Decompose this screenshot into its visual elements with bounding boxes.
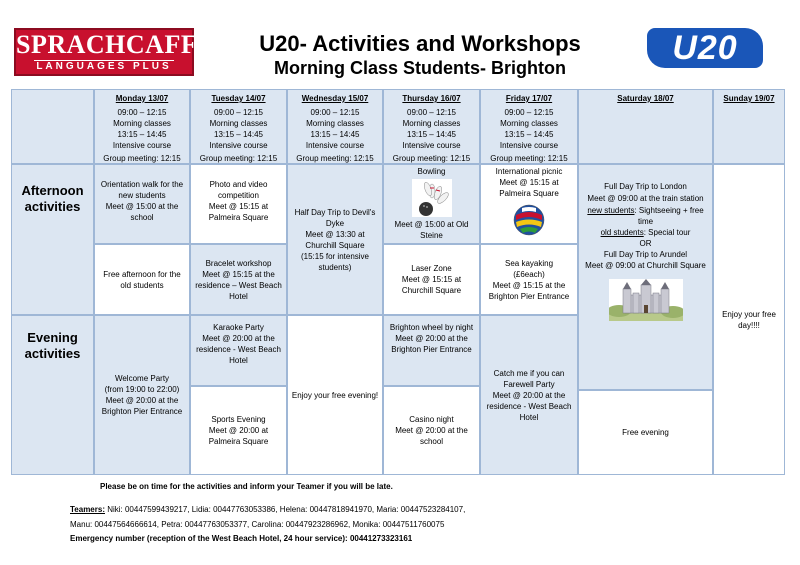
punctuality-note: Please be on time for the activities and inform your Teamer if you will be late.	[100, 482, 393, 491]
activity-meeting: Meet @ 15:15 at the Brighton Pier Entrance	[488, 280, 570, 301]
cell-wed-afternoon	[287, 164, 383, 315]
day-class-2: Intensive course	[209, 141, 268, 150]
cell-thu-evening-1	[383, 315, 480, 386]
day-class-2: Intensive course	[112, 141, 172, 150]
day-name: Saturday 18/07	[617, 94, 674, 103]
globe-flags-image	[511, 203, 547, 237]
activity-meeting: Meet @ 15:15 at the residence – West Beach Hotel	[195, 269, 282, 301]
day-name: Friday 17/07	[505, 94, 553, 103]
activity-meeting: Meet @ 20:00 at the school	[395, 426, 468, 446]
activity-meeting: Meet @ 15:00 at Old Steine	[394, 220, 469, 240]
activity-title: Photo and video competition	[209, 180, 268, 200]
bowling-pins-image	[412, 179, 452, 217]
old-students-note: old students: Special tour	[600, 228, 691, 237]
day-time-1: 09:00 – 12:15	[407, 108, 456, 117]
activity-meeting: Meet @ 15:00 at the school	[105, 202, 179, 222]
new-students-note: new students: Sightseeing + free time	[587, 206, 704, 226]
group-meeting: Group meeting: 12:15	[490, 154, 568, 163]
day-class-1: Morning classes	[402, 119, 461, 128]
day-time-1: 09:00 – 12:15	[504, 108, 554, 117]
cell-tue-evening-2	[190, 386, 287, 475]
activity-title: Free evening	[622, 428, 669, 437]
group-meeting: Group meeting: 12:15	[103, 154, 181, 163]
activity-meeting: Meet @ 09:00 at the train station	[587, 194, 704, 203]
activities-table	[11, 89, 785, 475]
activity-title: Brighton wheel by night	[389, 323, 474, 332]
activity-meeting: Meet @ 15:15 at Churchill Square	[401, 275, 462, 295]
activity-title: Welcome Party	[114, 374, 170, 383]
row-label-evening: Evening activities	[11, 315, 94, 475]
teamers-contacts-2: Manu: 00447564666614, Petra: 00447763053377, Carolina: 00447923286962, Monika: 00447511760075	[70, 520, 445, 529]
day-header-monday	[94, 89, 190, 164]
day-time-1: 09:00 – 12:15	[117, 108, 167, 117]
activity-title: Free afternoon for the old students	[103, 269, 181, 290]
teamers-contacts-1: Niki: 00447599439217, Lidia: 00447763053386, Helena: 00447818941970, Maria: 00447523284107,	[104, 505, 466, 514]
day-class-1: Morning classes	[306, 119, 364, 128]
day-name: Monday 13/07	[115, 94, 169, 103]
cell-sat-evening	[578, 390, 713, 475]
castle-image	[609, 279, 683, 321]
activity-price: (£6each)	[513, 269, 545, 279]
emergency-line	[70, 533, 412, 544]
activity-meeting: Meet @ 13:30 at Churchill Square	[305, 229, 365, 250]
or-text: OR	[639, 239, 652, 248]
day-time-1: 09:00 – 12:15	[214, 108, 263, 117]
activity-meeting: Meet @ 20:00 at the residence - West Beach Hotel	[486, 390, 572, 422]
day-class-1: Morning classes	[500, 119, 558, 128]
activity-title: Sea kayaking	[504, 258, 554, 268]
activity-title: Orientation walk for the new students	[100, 180, 184, 200]
activity-meeting-alt: Meet @ 09:00 at Churchill Square	[585, 261, 706, 270]
sprachcaffe-logo-subtext: LANGUAGES PLUS	[34, 60, 174, 73]
cell-fri-afternoon-2	[480, 244, 578, 315]
day-class-2: Intensive course	[402, 141, 461, 150]
cell-tue-afternoon-2	[190, 244, 287, 315]
cell-thu-evening-2	[383, 386, 480, 475]
activity-title: Karaoke Party	[213, 323, 264, 332]
day-time-2: 13:15 – 14:45	[504, 130, 554, 139]
sprachcaffe-logo-text: SPRACHCAFFE	[16, 30, 216, 59]
activity-note: (15:15 for intensive students)	[300, 251, 370, 272]
day-header-tuesday	[190, 89, 287, 164]
day-name: Wednesday 15/07	[301, 94, 369, 103]
day-class-2: Intensive course	[499, 141, 559, 150]
day-header-friday	[480, 89, 578, 164]
emergency-label: Emergency number (reception of the West Beach Hotel, 24 hour service):	[70, 534, 350, 543]
day-time-2: 13:15 – 14:45	[214, 130, 263, 139]
day-time-1: 09:00 – 12:15	[310, 108, 360, 117]
day-class-2: Intensive course	[305, 141, 365, 150]
activity-title: International picnic	[495, 167, 563, 176]
row-label-afternoon: Afternoon activities	[11, 164, 94, 315]
group-meeting: Group meeting: 12:15	[296, 154, 374, 163]
cell-thu-afternoon-1	[383, 164, 480, 244]
cell-fri-evening	[480, 315, 578, 475]
page-title: U20- Activities and Workshops	[259, 31, 581, 56]
cell-tue-evening-1	[190, 315, 287, 386]
teamers-line-1	[70, 504, 465, 515]
cell-tue-afternoon-1	[190, 164, 287, 244]
activity-title: Enjoy your free evening!	[291, 390, 379, 400]
activity-title-alt: Full Day Trip to Arundel	[603, 250, 688, 259]
activity-title: Half Day Trip to Devil's Dyke	[294, 207, 376, 228]
page-subtitle: Morning Class Students- Brighton	[274, 58, 566, 78]
activity-time: (from 19:00 to 22:00)	[104, 385, 180, 394]
activity-title: Catch me if you can Farewell Party	[493, 368, 565, 389]
activity-meeting: Meet @ 20:00 at Palmeira Square	[208, 426, 269, 446]
header-corner-cell	[11, 89, 94, 164]
activity-title: Bowling	[417, 167, 446, 176]
cell-mon-evening	[94, 315, 190, 475]
day-time-2: 13:15 – 14:45	[117, 130, 167, 139]
activity-meeting: Meet @ 15:15 at Palmeira Square	[499, 178, 559, 198]
day-time-2: 13:15 – 14:45	[407, 130, 456, 139]
day-header-wednesday	[287, 89, 383, 164]
activity-title: Bracelet workshop	[205, 258, 272, 268]
activity-meeting: Meet @ 15:15 at Palmeira Square	[208, 202, 269, 222]
day-header-saturday	[578, 89, 713, 164]
u20-logo: U20	[647, 28, 763, 68]
day-class-1: Morning classes	[209, 119, 268, 128]
cell-sat-daytrip	[578, 164, 713, 390]
activity-meeting: Meet @ 20:00 at the Brighton Pier Entrance	[391, 334, 472, 354]
day-header-thursday	[383, 89, 480, 164]
group-meeting: Group meeting: 12:15	[392, 154, 471, 163]
cell-thu-afternoon-2	[383, 244, 480, 315]
activity-meeting: Meet @ 20:00 at the Brighton Pier Entrance	[101, 396, 183, 416]
sprachcaffe-logo	[14, 28, 216, 76]
day-name: Sunday 19/07	[723, 94, 775, 103]
cell-sun-freeday	[713, 164, 785, 475]
cell-mon-afternoon-2	[94, 244, 190, 315]
emergency-number: 00441273323161	[349, 534, 413, 543]
cell-mon-afternoon-1	[94, 164, 190, 244]
cell-fri-afternoon-1	[480, 164, 578, 244]
activity-title: Full Day Trip to London	[604, 182, 687, 191]
activity-title: Laser Zone	[411, 264, 452, 273]
activity-title: Enjoy your free day!!!!	[722, 309, 776, 330]
activity-title: Casino night	[409, 415, 454, 424]
day-time-2: 13:15 – 14:45	[310, 130, 360, 139]
day-class-1: Morning classes	[113, 119, 171, 128]
cell-wed-evening	[287, 315, 383, 475]
activity-title: Sports Evening	[211, 415, 266, 424]
teamers-label: Teamers:	[70, 505, 105, 514]
day-name: Thursday 16/07	[402, 94, 461, 103]
day-name: Tuesday 14/07	[211, 94, 266, 103]
group-meeting: Group meeting: 12:15	[199, 154, 278, 163]
day-header-sunday	[713, 89, 785, 164]
activity-meeting: Meet @ 20:00 at the residence - West Beach Hotel	[196, 334, 281, 365]
